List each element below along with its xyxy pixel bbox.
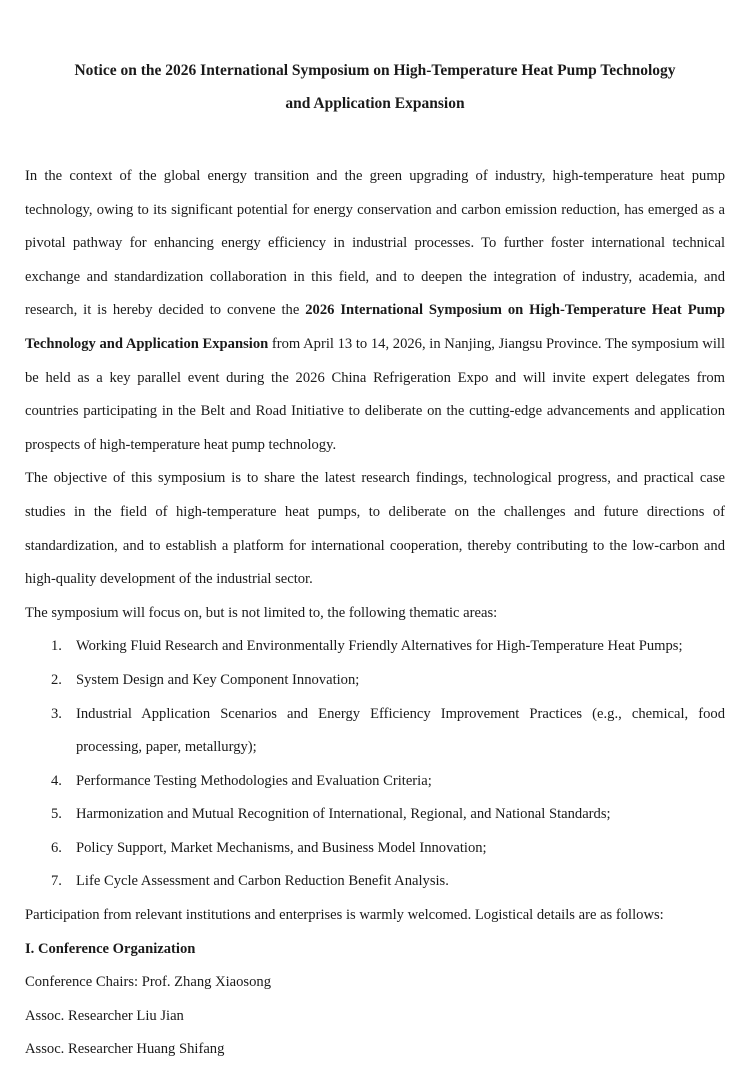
topic-text: Working Fluid Research and Environmentally Friendly Alternatives for High-Temperature Heat Pumps; xyxy=(76,638,683,655)
topic-item xyxy=(25,630,725,664)
topic-text: Harmonization and Mutual Recognition of International, Regional, and National Standards; xyxy=(76,806,611,823)
topic-number: 2. xyxy=(51,671,62,688)
topic-number: 1. xyxy=(51,638,62,655)
objective-paragraph: The objective of this symposium is to share the latest research findings, technological progress, and practical case studies in the field of high-temperature heat pumps, to deliberate on the challenges and future directions of standardization, and to establish a platform for international cooperation, thereby contributing to the low-carbon and high-quality development of the industrial sector. xyxy=(25,470,725,588)
topic-item xyxy=(25,664,725,698)
topic-item xyxy=(25,765,725,799)
conference-chair-line: Conference Chairs: Prof. Zhang Xiaosong xyxy=(25,974,272,991)
topic-number: 5. xyxy=(51,806,62,823)
focus-intro: The symposium will focus on, but is not limited to, the following thematic areas: xyxy=(25,604,498,621)
topic-item xyxy=(25,698,725,765)
researcher-line: Assoc. Researcher Liu Jian xyxy=(25,1007,184,1024)
topic-number: 3. xyxy=(51,705,62,722)
intro-text-part2: from April 13 to 14, 2026, in Nanjing, Jiangsu Province. The symposium will be held as a key parallel event during the 2026 China Refrigeration Expo and will invite expert delegates from countries participating in the Belt and Road Initiative to deliberate on the cutting-edge advancements and application prospects of high-temperature heat pump technology. xyxy=(25,335,725,453)
topic-item xyxy=(25,865,725,899)
researcher-line: Assoc. Researcher Huang Shifang xyxy=(25,1041,225,1058)
document-body xyxy=(25,160,725,1067)
topic-text: Industrial Application Scenarios and Energy Efficiency Improvement Practices (e.g., chemical, food processing, paper, metallurgy); xyxy=(76,705,725,756)
topic-number: 4. xyxy=(51,772,62,789)
document-title xyxy=(25,0,725,120)
title-line-2: and Application Expansion xyxy=(285,95,465,112)
topics-list xyxy=(25,630,725,899)
topic-text: Performance Testing Methodologies and Evaluation Criteria; xyxy=(76,772,432,789)
symposium-name-bold: 2026 International Symposium on High-Temperature Heat Pump Technology and Application Expansion xyxy=(25,302,725,352)
section-heading-organization: I. Conference Organization xyxy=(25,940,196,957)
topic-item xyxy=(25,832,725,866)
title-line-1: Notice on the 2026 International Symposium on High-Temperature Heat Pump Technology xyxy=(74,62,676,79)
topic-item xyxy=(25,798,725,832)
welcome-paragraph: Participation from relevant institutions and enterprises is warmly welcomed. Logistical details are as follows: xyxy=(25,907,664,924)
topic-text: System Design and Key Component Innovation; xyxy=(76,671,360,688)
intro-text-part1: In the context of the global energy transition and the green upgrading of industry, high-temperature heat pump technology, owing to its significant potential for energy conservation and carbon emission reduction, has emerged as a pivotal pathway for enhancing energy efficiency in industrial processes. To further foster international technical exchange and standardization collaboration in this field, and to deepen the integration of industry, academia, and research, it is hereby decided to convene the xyxy=(25,168,725,319)
topic-number: 6. xyxy=(51,839,62,856)
intro-paragraph xyxy=(25,160,725,462)
topic-text: Life Cycle Assessment and Carbon Reduction Benefit Analysis. xyxy=(76,873,449,890)
topic-number: 7. xyxy=(51,873,62,890)
topic-text: Policy Support, Market Mechanisms, and Business Model Innovation; xyxy=(76,839,487,856)
